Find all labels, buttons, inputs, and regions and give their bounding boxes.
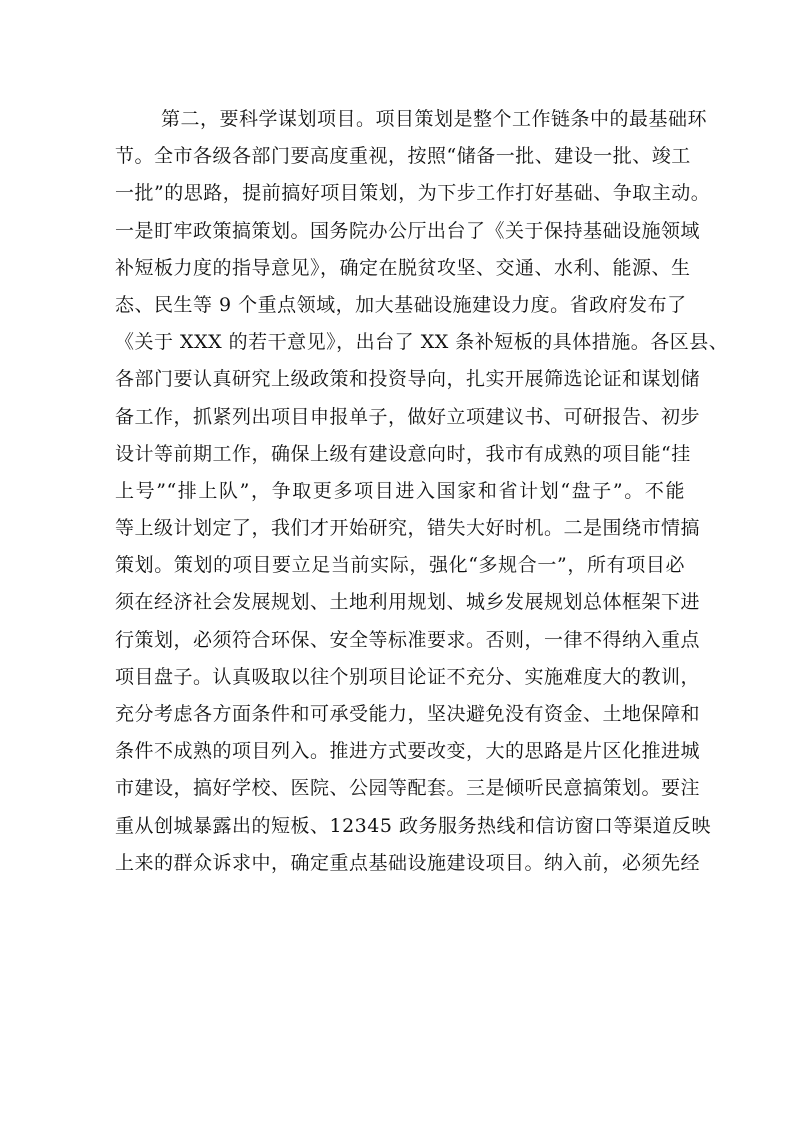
paragraph-line: 第二，要科学谋划项目。项目策划是整个工作链条中的最基础环 [161,108,708,130]
paragraph-line: 项目盘子。认真吸取以往个别项目论证不充分、实施难度大的教训， [115,665,701,688]
paragraph-line: 上号”“排上队”，争取更多项目进入国家和省计划“盘子”。不能 [115,479,685,502]
paragraph-line: 须在经济社会发展规划、土地利用规划、城乡发展规划总体框架下进 [115,591,701,614]
paragraph-line: 《关于 XXX 的若干意见》，出台了 XX 条补短板的具体措施。各区县、 [115,331,729,354]
paragraph-line: 重从创城暴露出的短板、12345 政务服务热线和信访窗口等渠道反映 [115,814,711,837]
paragraph-line: 等上级计划定了，我们才开始研究，错失大好时机。二是围绕市情搞 [115,517,701,540]
paragraph-line: 设计等前期工作，确保上级有建设意向时，我市有成熟的项目能“挂 [115,442,691,465]
paragraph-line: 一是盯牢政策搞策划。国务院办公厅出台了《关于保持基础设施领域 [115,219,701,242]
paragraph-line: 各部门要认真研究上级政策和投资导向，扎实开展筛选论证和谋划储 [115,368,701,391]
paragraph-line: 补短板力度的指导意见》，确定在脱贫攻坚、交通、水利、能源、生 [115,256,691,279]
paragraph-line: 一批”的思路，提前搞好项目策划，为下步工作打好基础、争取主动。 [115,182,711,205]
paragraph-line: 充分考虑各方面条件和可承受能力，坚决避免没有资金、土地保障和 [115,703,701,725]
paragraph-line: 条件不成熟的项目列入。推进方式要改变，大的思路是片区化推进城 [115,740,701,763]
paragraph-line: 态、民生等 9 个重点领域，加大基础设施建设力度。省政府发布了 [115,293,687,316]
paragraph-line: 市建设，搞好学校、医院、公园等配套。三是倾听民意搞策划。要注 [115,777,701,800]
paragraph-line: 策划。策划的项目要立足当前实际，强化“多规合一”，所有项目必 [115,554,685,577]
paragraph-line: 行策划，必须符合环保、安全等标准要求。否则，一律不得纳入重点 [115,628,701,651]
paragraph-line: 节。全市各级各部门要高度重视，按照“储备一批、建设一批、竣工 [115,145,691,168]
paragraph-line: 备工作，抓紧列出项目申报单子，做好立项建议书、可研报告、初步 [115,405,701,428]
paragraph-line: 上来的群众诉求中，确定重点基础设施建设项目。纳入前，必须先经 [115,851,701,874]
body-paragraph [115,101,729,882]
